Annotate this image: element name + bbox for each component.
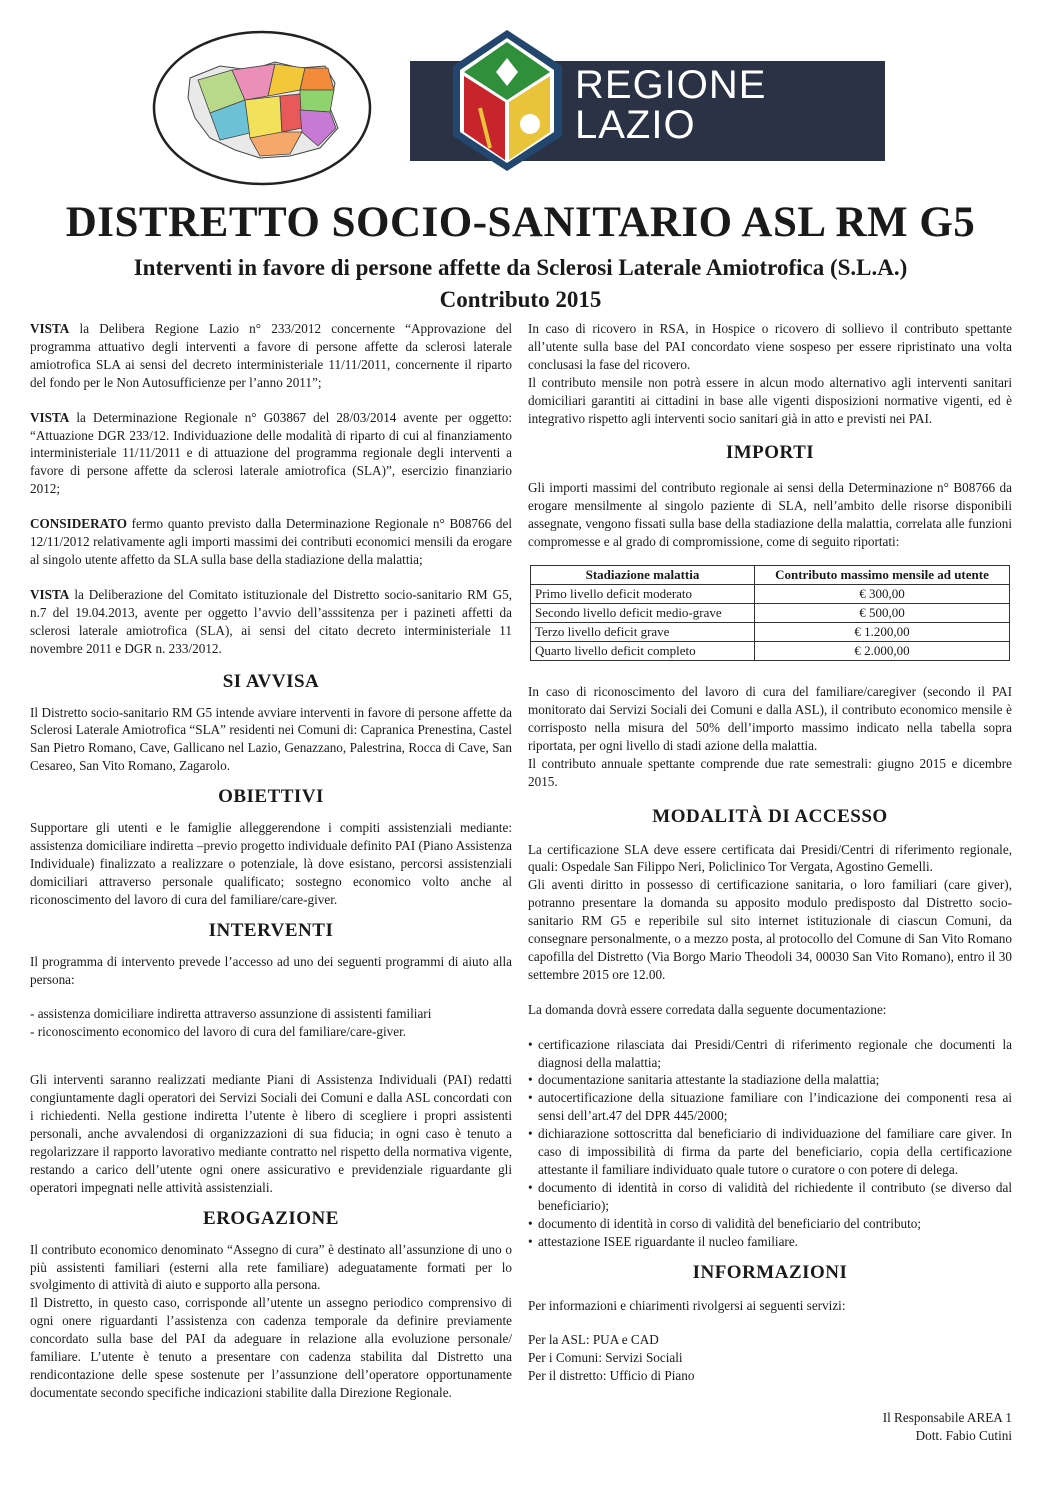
obiettivi-heading: OBIETTIVI [218,786,324,808]
bullet-icon: • [528,1215,533,1231]
considerato-paragraph: CONSIDERATO fermo quanto previsto dalla Determinazione Regionale n° B08766 del 12/11/2012 relativamente agli importi massimi dei contributi economici mensili da erogare al singolo utente affetto da SLA sulla base della stadiazione della malattia; [30,516,512,567]
district-map-icon [150,28,375,188]
table-row [531,642,1010,661]
erogazione-text-1: Il contributo economico denominato “Assegno di cura” è destinato all’assunzione di uno o più assistenti familiari (esterni alla rete familiare) adeguatamente formati per lo svolgimento di attività di aiuto e supporto alla persona. [30,1241,512,1293]
importi-heading: IMPORTI [725,442,815,464]
obiettivi-text: Supportare gli utenti e le famiglie alleggerendone i compiti assistenziali mediante: assistenza domiciliare indiretta –previo progetto individuale definito PAI (Piano Assistenza Individuale) finalizzato a realizzare o potenziale, là dove esistano, percorsi assistenziali domiciliari attraverso personale qualificato; sostegno economico volto anche al riconoscimento del lavoro di cura del familiare/care-giver. [30,820,512,907]
region-line1: REGIONE [575,63,767,107]
bullet-icon: • [528,1072,533,1088]
signature-name: Dott. Fabio Cutini [915,1428,1012,1444]
right-column [528,320,1012,1445]
left-column [30,320,512,1402]
erogazione-text-2: Il Distretto, in questo caso, corrisponde all’utente un assegno periodico comprensivo di ogni onere riguardanti l’assistenza con cadenza temporale da definire previamente concordato sulla base del PAI da adeguare in relazione alla evoluzione personale/ familiare. L’utente è tenuto a presentare con cadenza stabilita dal Distretto una rendicontazione delle spese sostenute per l’assunzione dell’operatore opportunamente documentate secondo specifiche indicazioni stabilite dalla Direzione Regionale. [30,1295,512,1400]
vista-paragraph-3: VISTA la Deliberazione del Comitato istituzionale del Distretto socio-sanitario RM G5, n.7 del 19.04.2013, avente per oggetto l’avvio dell’asssitenza per i pazineti affetti da sclerosi laterale amiotrofica (SLA), ai sensi del citato decreto interministeriale 11 novembre 2011 e DGR n. 233/2012. [30,586,512,656]
table-cell-stage: Primo livello deficit moderato [531,585,755,604]
table-header-amount: Contributo massimo mensile ad utente [754,566,1009,585]
table-cell-stage: Quarto livello deficit completo [531,642,755,661]
table-header-stage: Stadiazione malattia [531,566,755,585]
page-subtitle-year: Contributo 2015 [439,287,602,312]
table-row [531,604,1010,623]
importi-text: Gli importi massimi del contributo regionale ai sensi della Determinazione n° B08766 da erogare mensilmente al singolo paziente di SLA, nell’ambito delle risorse disponibili assegnate, vengono fissati sulla base della stadiazione della malattia, correlata alle funzioni compromesse e al grado di compromissione, come di seguito riportati: [528,480,1012,550]
vista-paragraph-1: VISTA la Delibera Regione Lazio n° 233/2012 concernente “Approvazione del programma attuativo degli interventi a favore di persone affette da sclerosi laterale amiotrofica SLA ai sensi del decreto interministeriale 11/11/2011, concernente il riparto del fondo per le Non Autosufficienze per l’anno 2011”; [30,321,512,390]
bullet-icon: • [528,1036,533,1052]
caregiver-text: In caso di riconoscimento del lavoro di cura del familiare/caregiver (secondo il PAI monitorato dai Servizi Sociali dei Comuni e dalla ASL), il contributo economico mensile è corrisposto nella misura del 50% dell’importo massimo indicato nella tabella sopra riportata, per ogni livello di stadi azione della malattia. [528,684,1012,753]
ricovero-text: In caso di ricovero in RSA, in Hospice o ricovero di sollievo il contributo spettante all’utente sulla base del PAI concordato viene sospeso per essere ripristinato una volta conclusasi la fase del ricovero. [528,321,1012,372]
page-title: DISTRETTO SOCIO-SANITARIO ASL RM G5 [65,199,976,246]
list-item: • attestazione ISEE riguardante il nucleo familiare. [528,1233,798,1249]
bullet-icon: • [528,1126,533,1142]
informazioni-heading: INFORMAZIONI [692,1261,848,1283]
bullet-icon: • [528,1233,533,1249]
interventi-item-2: - riconoscimento economico del lavoro di cura del familiare/care-giver. [30,1024,407,1040]
list-item: • documento di identità in corso di validità del beneficiario del contributo; [528,1215,922,1231]
list-item: • certificazione rilasciata dai Presidi/Centri di riferimento regionale che documenti la diagnosi della malattia; [528,1036,1012,1070]
regione-lazio-logo [410,28,885,173]
region-wordmark [575,65,766,145]
table-cell-amount: € 1.200,00 [754,623,1009,642]
si-avvisa-heading: SI AVVISA [222,670,320,692]
regione-crest-icon [450,28,565,173]
table-cell-amount: € 500,00 [754,604,1009,623]
modalita-text-1: La certificazione SLA deve essere certificata dai Presidi/Centri di riferimento regionale, quali: Ospedale San Filippo Neri, Policlinico Tor Vergata, Agostino Gemelli. [528,841,1012,875]
importi-table [530,565,1010,661]
table-cell-amount: € 2.000,00 [754,642,1009,661]
interventi-text: Gli interventi saranno realizzati mediante Piani di Assistenza Individuali (PAI) redatti congiuntamente dagli operatori dei Servizi Sociali dei Comuni e dalla ASL concordati con i richiedenti. Nella gestione indiretta l’utente è libero di scegliere i propri assistenti personali, anche avvalendosi di organizzazioni di sua fiducia; in ogni caso è tenuto a regolarizzare il rapporto lavorativo mediante contratto nel rispetto della normativa vigente, restando a carico dell’utente ogni onere assicurativo e previdenziale riguardante gli operatori impegnati nelle attività assistenziali. [30,1072,512,1195]
table-row [531,585,1010,604]
table-cell-stage: Terzo livello deficit grave [531,623,755,642]
erogazione-heading: EROGAZIONE [203,1207,339,1229]
modalita-heading: MODALITÀ DI ACCESSO [652,805,888,827]
annuale-text: Il contributo annuale spettante comprende due rate semestrali: giugno 2015 e dicembre 2015. [528,755,1012,789]
list-item: • autocertificazione della situazione familiare con l’indicazione dei componenti resa ai sensi dell’art.47 del DPR 445/2000; [528,1090,1012,1124]
vista-paragraph-2: VISTA la Determinazione Regionale n° G03867 del 28/03/2014 avente per oggetto: “Attuazione DGR 233/12. Individuazione delle modalità di riparto di cui al finanziamento interministeriale 11/11/2011 e di attuazione del programma regionale degli interventi a favore di persone affette da sclerosi laterale amiotrofica (SLA)”, esercizio finanziario 2012; [30,409,512,497]
informazioni-intro: Per informazioni e chiarimenti rivolgersi ai seguenti servizi: [528,1297,846,1313]
list-item: • dichiarazione sottoscritta dal beneficiario di individuazione del familiare care giver. In caso di impossibilità di firma da parte del beneficiario, copia della certificazione attestante il familiare individuato quale tutore o curatore o con potere di delega. [528,1126,1012,1177]
si-avvisa-text: Il Distretto socio-sanitario RM G5 intende avviare interventi in favore di persone affette da Sclerosi Laterale Amiotrofica “SLA” residenti nei Comuni di: Capranica Prenestina, Castel San Pietro Romano, Cave, Gallicano nel Lazio, Genazzano, Palestrina, Rocca di Cave, San Cesareo, San Vito Romano, Zagarolo. [30,704,512,774]
district-logo [150,28,375,188]
interventi-item-1: - assistenza domiciliare indiretta attraverso assunzione di assistenti familiari [30,1006,432,1022]
region-line2: LAZIO [575,103,696,147]
domanda-text: La domanda dovrà essere corredata dalla seguente documentazione: [528,1001,887,1017]
table-row [531,623,1010,642]
interventi-heading: INTERVENTI [208,919,334,941]
table-header-row [531,566,1010,585]
page-subtitle: Interventi in favore di persone affette da Sclerosi Laterale Amiotrofica (S.L.A.) [133,255,908,280]
bullet-icon: • [528,1090,533,1106]
signature-role: Il Responsabile AREA 1 [882,1410,1012,1426]
bullet-icon: • [528,1179,533,1195]
table-cell-amount: € 300,00 [754,585,1009,604]
interventi-intro: Il programma di intervento prevede l’accesso ad uno dei seguenti programmi di aiuto alla persona: [30,953,512,987]
alternativo-text: Il contributo mensile non potrà essere in alcun modo alternativo agli interventi sanitari domiciliari garantiti ai cittadini in base alle vigenti disposizioni normative vigenti, ed è integrativo rispetto agli interventi socio sanitari già in atto e previsti nei PAI. [528,374,1012,426]
table-cell-stage: Secondo livello deficit medio-grave [531,604,755,623]
contact-comuni: Per i Comuni: Servizi Sociali [528,1350,683,1366]
contact-distretto: Per il distretto: Ufficio di Piano [528,1368,695,1384]
list-item: • documentazione sanitaria attestante la stadiazione della malattia; [528,1072,880,1088]
list-item: • documento di identità in corso di validità del richiedente il contributo (se diverso dal beneficiario); [528,1179,1012,1213]
documents-list [528,1036,1012,1251]
modalita-text-2: Gli aventi diritto in possesso di certificazione sanitaria, o loro familiari (care giver), potranno presentare la domanda su apposito modulo predisposto dal Distretto socio-sanitario RM G5 e reperibile sul sito internet istituzionale di ciascun Comuni, da consegnare personalmente, o a mezzo posta, al protocollo del Comune di San Vito Romano capofilla del Distretto (Via Borgo Mario Theodoli 34, 00030 San Vito Romano), entro il 30 settembre 2015 ore 12.00. [528,877,1012,982]
contact-asl: Per la ASL: PUA e CAD [528,1332,659,1348]
